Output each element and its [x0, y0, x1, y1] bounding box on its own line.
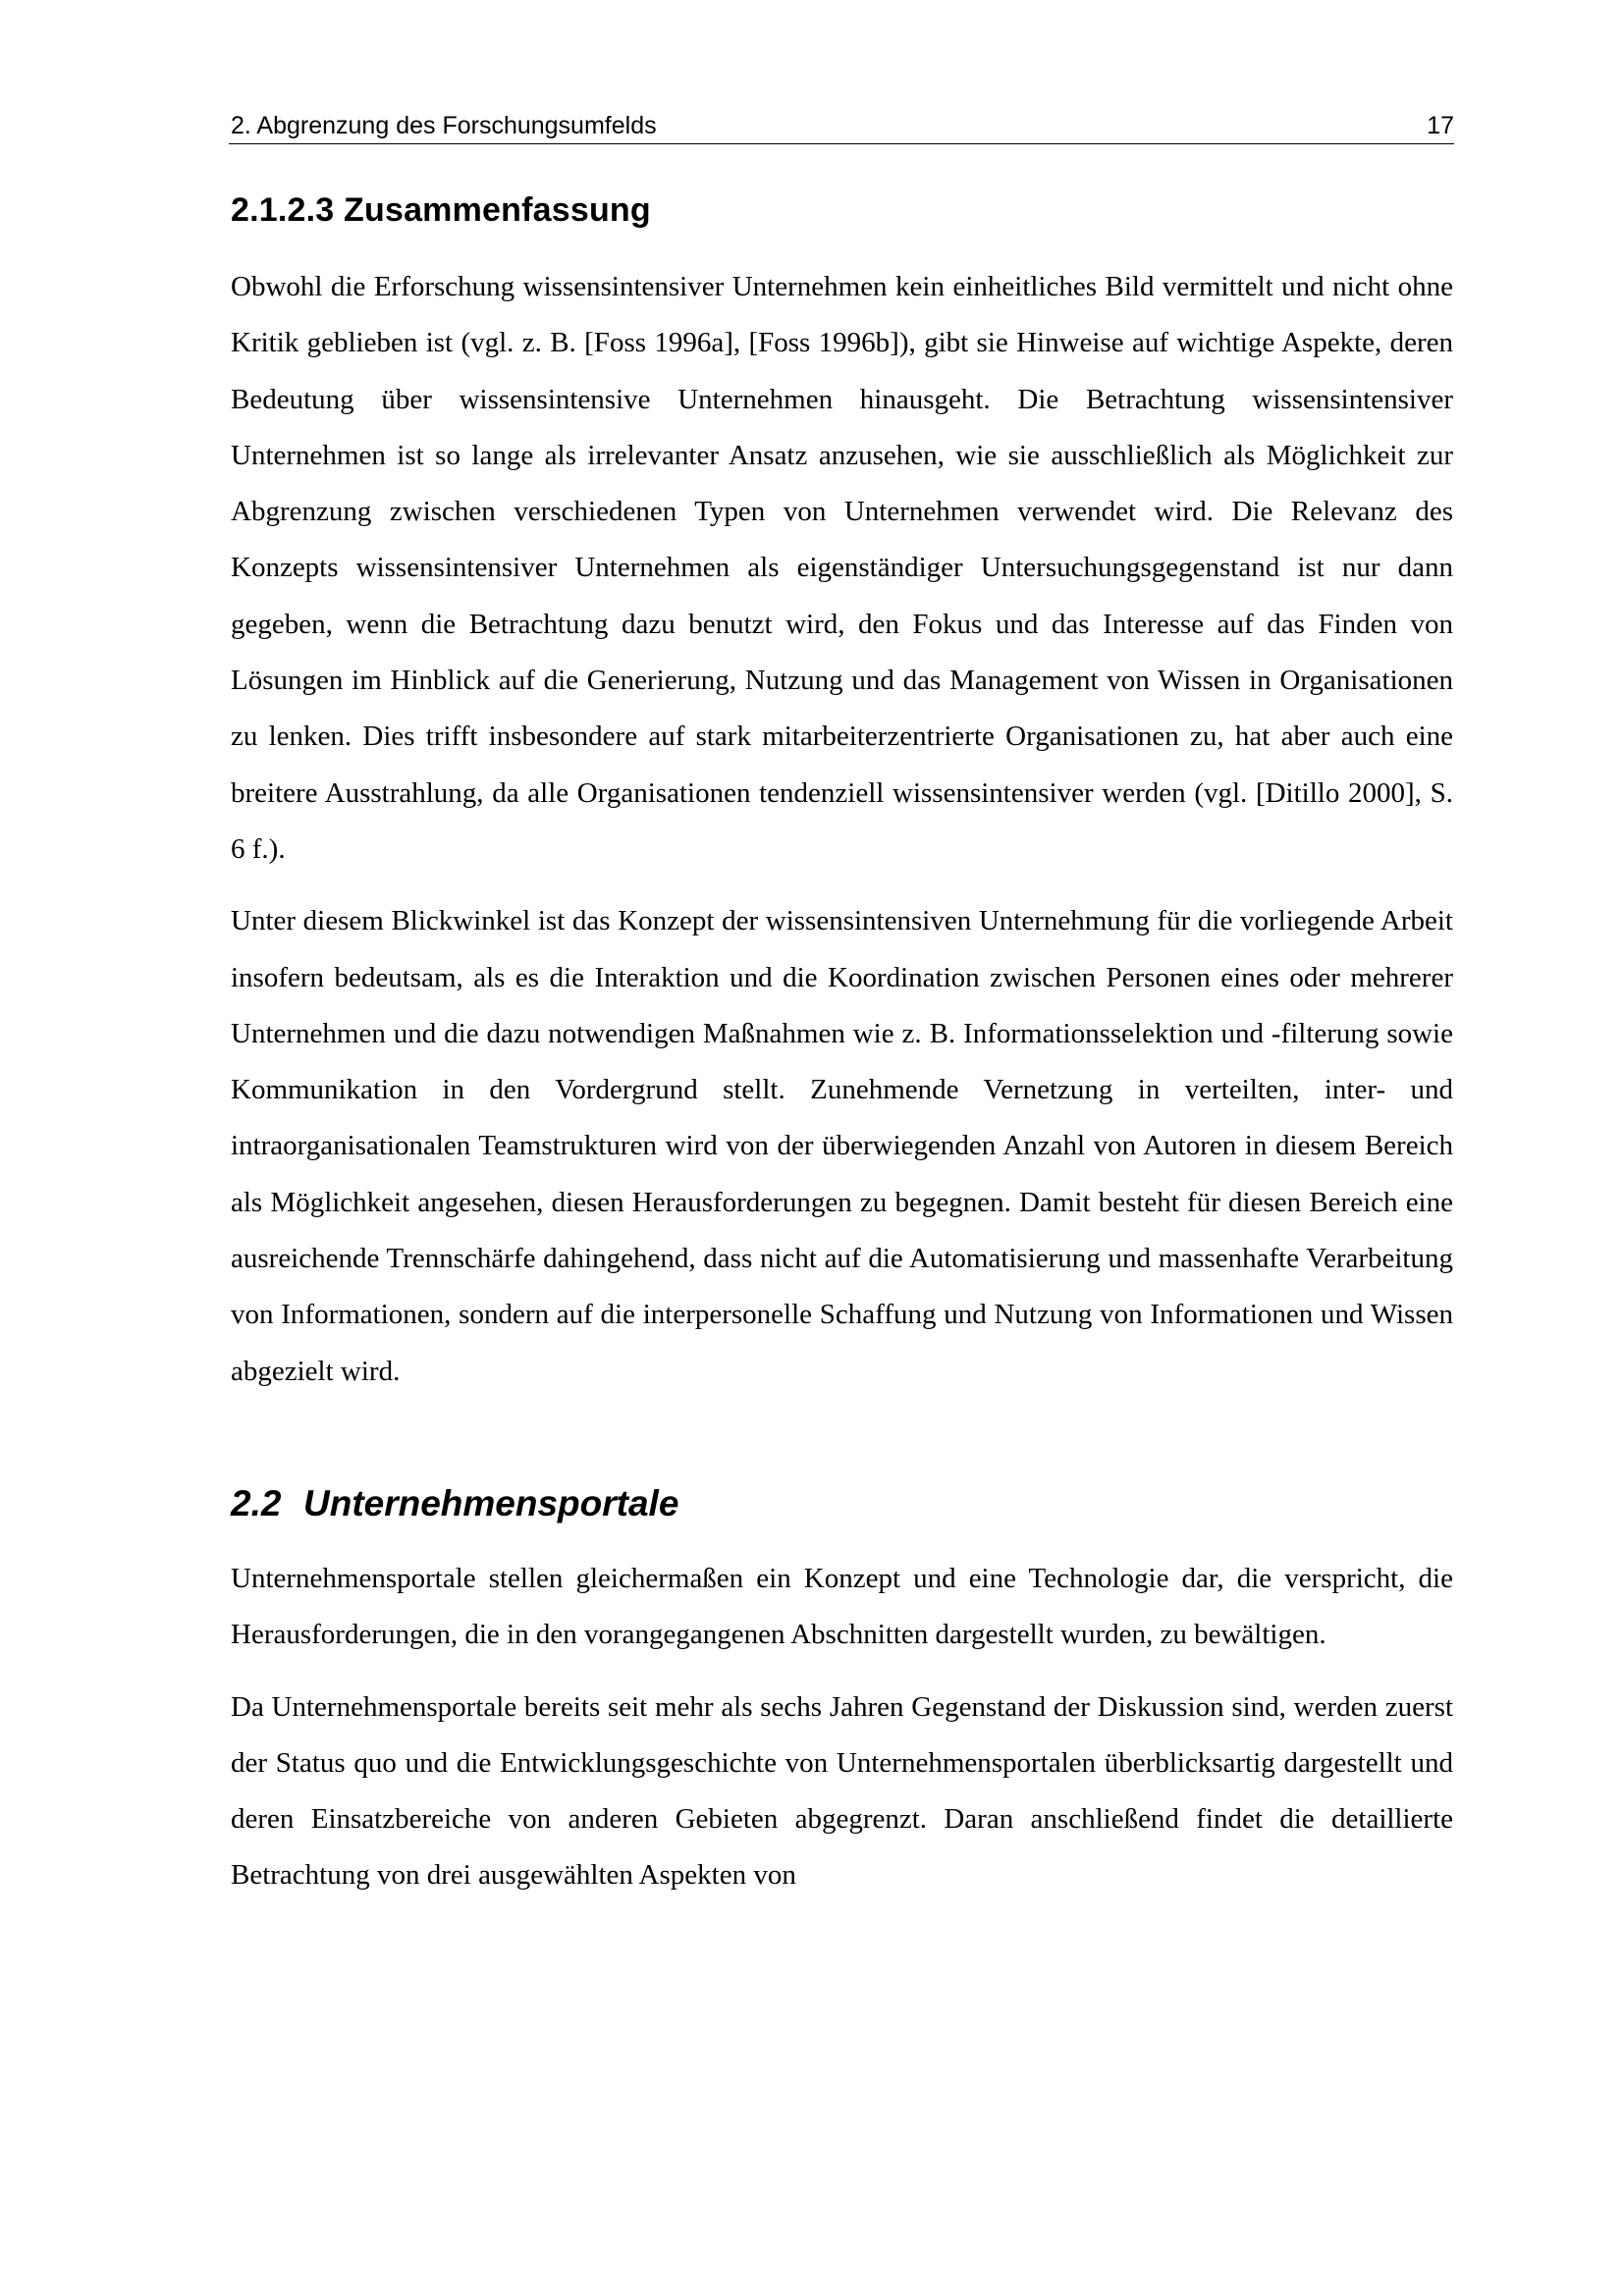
body-paragraph: Unter diesem Blickwinkel ist das Konzept der wissensintensiven Unternehmung für die vorliegende Arbeit insofern bedeutsam, als es die Interaktion und die Koordination zwischen Personen eines oder mehrerer Unternehmen und die dazu notwendigen Maßnahmen wie z. B. Informationsselektion und -filterung sowie Kommunikation in den Vordergrund stellt. Zunehmende Vernetzung in verteilten, inter- und intraorganisationalen Teamstrukturen wird von der überwiegenden Anzahl von Autoren in diesem Bereich als Möglichkeit angesehen, diesen Herausforderungen zu begegnen. Damit besteht für diesen Bereich eine ausreichende Trennschärfe dahingehend, dass nicht auf die Automatisierung und massenhafte Verarbeitung von Informationen, sondern auf die interpersonelle Schaffung und Nutzung von Informationen und Wissen abgezielt wird.	[231, 905, 1453, 1387]
page-number: 17	[1427, 112, 1454, 139]
subsection-heading: 2.1.2.3 Zusammenfassung	[231, 191, 651, 229]
page-content	[231, 183, 1453, 1920]
body-paragraph: Unternehmensportale stellen gleichermaßen ein Konzept und eine Technologie dar, die verspricht, die Herausforderungen, die in den vorangegangenen Abschnitten dargestellt wurden, zu bewältigen.	[231, 1562, 1453, 1651]
section-number: 2.2	[231, 1482, 282, 1523]
section-heading	[231, 1474, 1453, 1533]
body-paragraph: Da Unternehmensportale bereits seit mehr als sechs Jahren Gegenstand der Diskussion sind, werden zuerst der Status quo und die Entwicklungsgeschichte von Unternehmensportalen überblicksartig dargestellt und deren Einsatzbereiche von anderen Gebieten abgegrenzt. Daran anschließend findet die detaillierte Betrachtung von drei ausgewählten Aspekten von	[231, 1690, 1453, 1892]
running-title: 2. Abgrenzung des Forschungsumfelds	[231, 112, 657, 139]
body-paragraph: Obwohl die Erforschung wissensintensiver Unternehmen kein einheitliches Bild vermittelt und nicht ohne Kritik geblieben ist (vgl. z. B. [Foss 1996a], [Foss 1996b]), gibt sie Hinweise auf wichtige Aspekte, deren Bedeutung über wissensintensive Unternehmen hinausgeht. Die Betrachtung wissensintensiver Unternehmen ist so lange als irrelevanter Ansatz anzusehen, wie sie ausschließlich als Möglichkeit zur Abgrenzung zwischen verschiedenen Typen von Unternehmen verwendet wird. Die Relevanz des Konzepts wissensintensiver Unternehmen als eigenständiger Untersuchungsgegenstand ist nur dann gegeben, wenn die Betrachtung dazu benutzt wird, den Fokus und das Interesse auf das Finden von Lösungen im Hinblick auf die Generierung, Nutzung und das Management von Wissen in Organisationen zu lenken. Dies trifft insbesondere auf stark mitarbeiterzentrierte Organisationen zu, hat aber auch eine breitere Ausstrahlung, da alle Organisationen tendenziell wissensintensiver werden (vgl. [Ditillo 2000], S. 6 f.).	[231, 271, 1453, 865]
running-header	[229, 110, 1454, 144]
section-title: Unternehmensportale	[303, 1482, 679, 1523]
